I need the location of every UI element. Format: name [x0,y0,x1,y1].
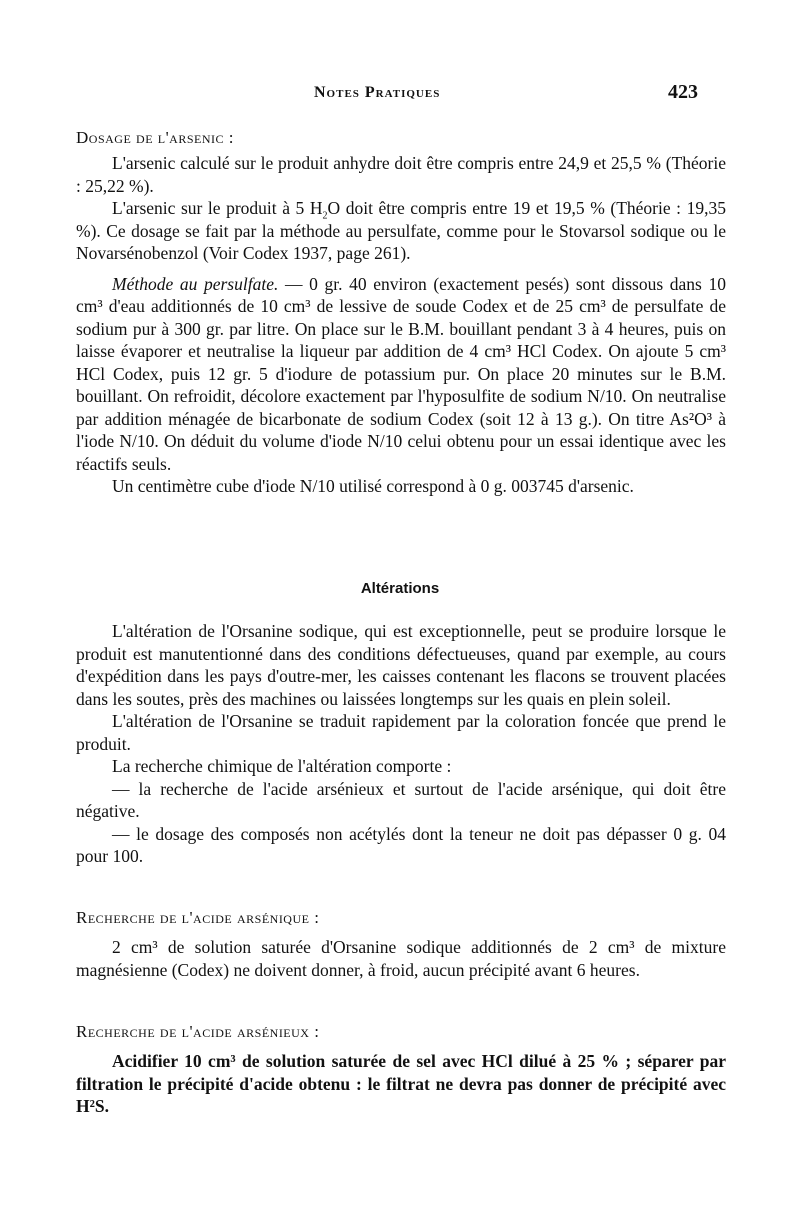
paragraph-equivalence: Un centimètre cube d'iode N/10 utilisé correspond à 0 g. 003745 d'arsenic. [112,476,634,496]
heading-acide-arsenique: Recherche de l'acide arsénique : [76,908,320,927]
paragraph-methode-persulfate [76,273,726,476]
paragraph-alteration-5: — le dosage des composés non acétylés dont la teneur ne doit pas dépasser 0 g. 04 pour 100. [76,823,726,866]
paragraph-alteration-2: L'altération de l'Orsanine se traduit rapidement par la coloration foncée que prend le produit. [76,711,726,754]
page-number: 423 [668,81,698,103]
running-title: Notes Pratiques [314,84,441,101]
section-dosage-arsenic [76,152,726,498]
page-header [0,81,800,108]
section-acide-arsenique [76,936,726,981]
paragraph-alteration-1: L'altération de l'Orsanine sodique, qui est exceptionnelle, peut se produire lorsque le produit est manutentionné dans des conditions défectueuses, quand par exemple, au cours d'expédition dans les pays d'outre-mer, les caisses contenant les flacons se trouvent placées dans les soutes, près des machines ou laissées longtemps sur les quais en plein soleil. [76,621,726,709]
paragraph-alteration-4: — la recherche de l'acide arsénieux et surtout de l'acide arsénique, qui doit être négative. [76,778,726,821]
section-title-alterations: Altérations [360,580,440,597]
paragraph-alteration-3: La recherche chimique de l'altération comporte : [112,756,452,776]
heading-acide-arsenieux: Recherche de l'acide arsénieux : [76,1022,320,1041]
paragraph-arsenic-anhydre: L'arsenic calculé sur le produit anhydre doit être compris entre 24,9 et 25,5 % (Théorie : 25,22 %). [76,153,726,196]
paragraph-arsenieux: Acidifier 10 cm³ de solution saturée de sel avec HCl dilué à 25 % ; séparer par filtration le précipité d'acide obtenu : le filtrat ne devra pas donner de précipité avec H²S. [76,1051,726,1116]
heading-dosage-arsenic: Dosage de l'arsenic : [76,128,234,147]
section-acide-arsenieux [76,1050,726,1118]
method-title: Méthode au persulfate. [112,273,279,294]
method-text: — 0 gr. 40 environ (exactement pesés) sont dissous dans 10 cm³ d'eau additionnés de 10 cm³ de lessive de soude Codex et de 25 cm³ de persulfate de sodium pur à 300 gr. par litre. On place sur le B.M. bouillant pendant 3 à 4 heures, puis on laisse évaporer et neutralise la liqueur par addition de 4 cm³ HCl Codex. On ajoute 5 cm³ HCl Codex, puis 12 gr. 5 d'iodure de potassium pur. On place 20 minutes sur le B.M. bouillant. On refroidit, décolore exactement par l'hyposulfite de sodium N/10. On neutralise par addition ménagée de bicarbonate de sodium Codex (soit 12 à 13 g.). On titre As²O³ à l'iode N/10. On déduit du volume d'iode N/10 celui obtenu pour un essai identique avec les réactifs seuls. [76,273,726,474]
paragraph-arsenique: 2 cm³ de solution saturée d'Orsanine sodique additionnés de 2 cm³ de mixture magnésienne (Codex) ne doivent donner, à froid, aucun précipité avant 6 heures. [76,937,726,980]
paragraph-arsenic-h2o: L'arsenic sur le produit à 5 $H_2O$ doit être compris entre 19 et 19,5 % (Théorie : 19,35 %). Ce dosage se fait par la méthode au persulfate, comme pour le Stovarsol sodique ou le Novarsénobenzol (Voir Codex 1937, page 261). [76,198,726,263]
section-alterations [76,620,726,868]
